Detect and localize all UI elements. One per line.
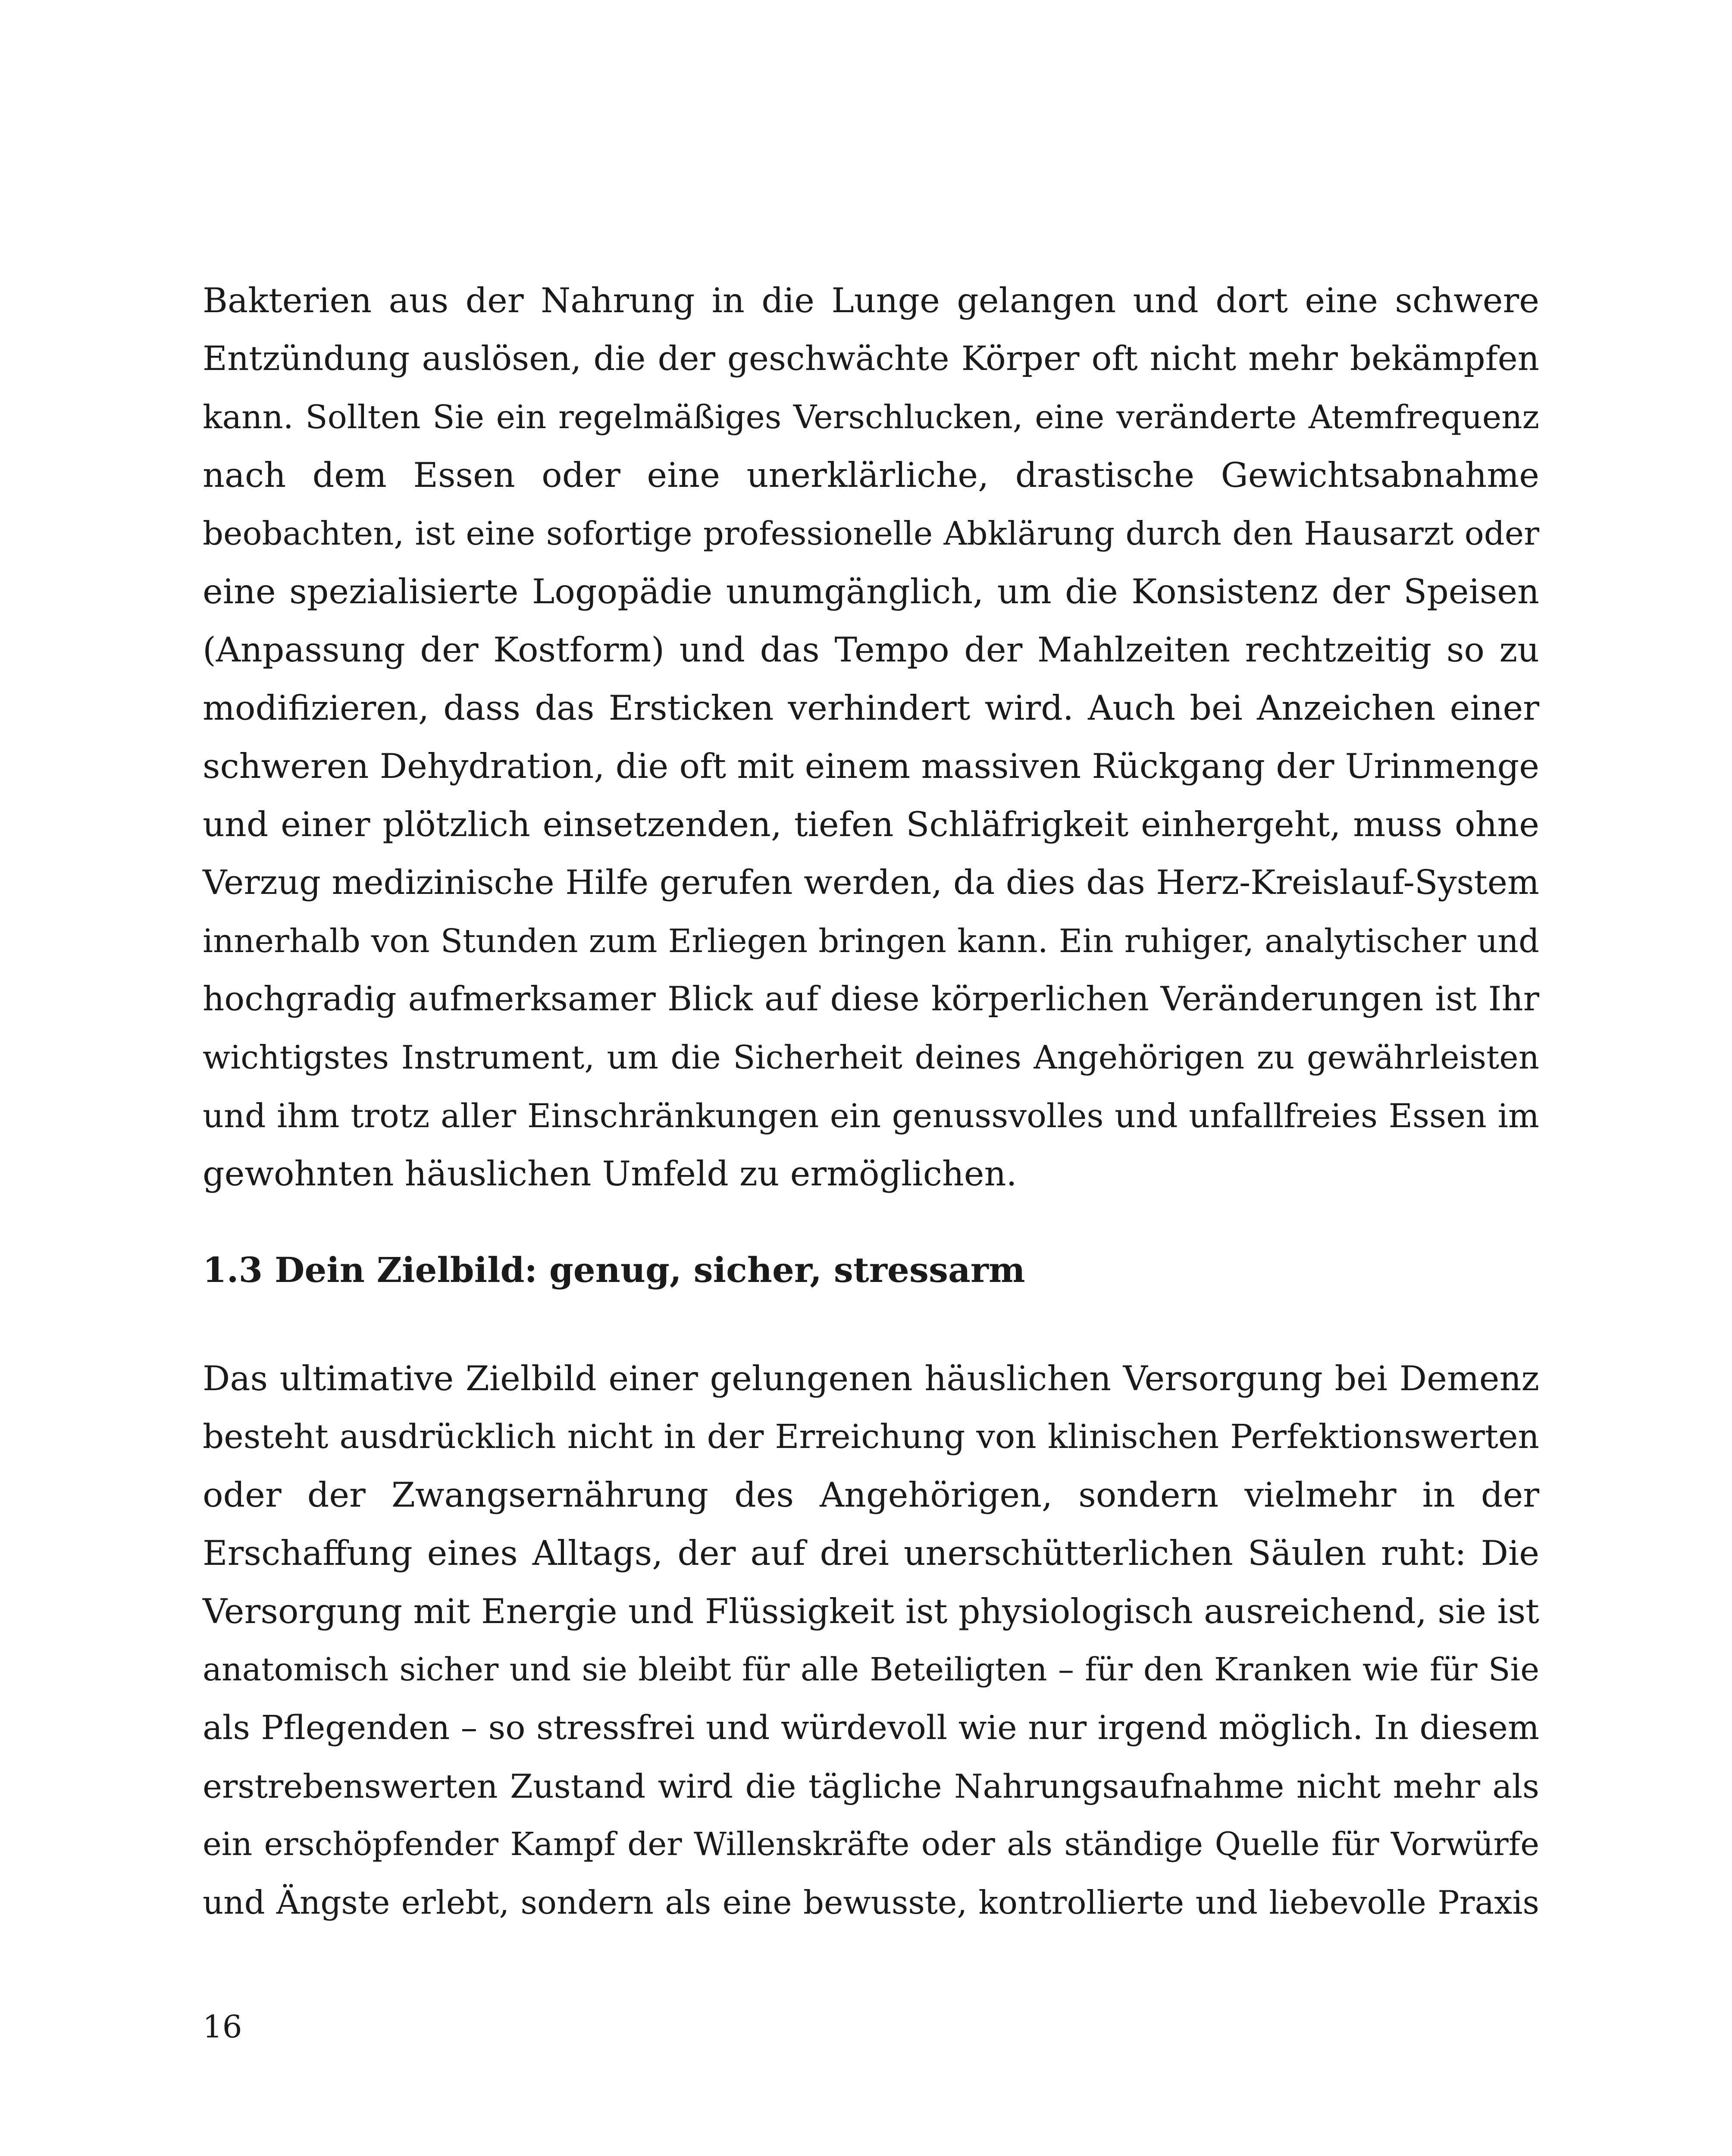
text-line: Verzug medizinische Hilfe gerufen werden, da dies das Herz-Kreislauf-System (203, 863, 1539, 902)
text-line: und Ängste erlebt, sondern als eine bewusste, kontrollierte und liebevolle Praxis (203, 1883, 1539, 1921)
text-line: Versorgung mit Energie und Flüssigkeit ist physiologisch ausreichend, sie ist (203, 1592, 1539, 1631)
text-line: erstrebenswerten Zustand wird die tägliche Nahrungsaufnahme nicht mehr als (203, 1767, 1539, 1805)
body-paragraph (203, 1350, 1539, 1932)
text-line: oder der Zwangsernährung des Angehörigen, sondern vielmehr in der (203, 1475, 1539, 1515)
text-line: schweren Dehydration, die oft mit einem massiven Rückgang der Urinmenge (203, 746, 1539, 786)
text-line: modifizieren, dass das Ersticken verhindert wird. Auch bei Anzeichen einer (203, 688, 1539, 728)
text-line: innerhalb von Stunden zum Erliegen bringen kann. Ein ruhiger, analytischer und (203, 922, 1539, 960)
section-heading: 1.3 Dein Zielbild: genug, sicher, stressarm (203, 1250, 1025, 1290)
text-line: und einer plötzlich einsetzenden, tiefen Schläfrigkeit einhergeht, muss ohne (203, 805, 1539, 844)
text-line: wichtigstes Instrument, um die Sicherheit deines Angehörigen zu gewährleisten (203, 1038, 1539, 1076)
text-line: (Anpassung der Kostform) und das Tempo der Mahlzeiten rechtzeitig so zu (203, 630, 1539, 670)
text-line: hochgradig aufmerksamer Blick auf diese körperlichen Veränderungen ist Ihr (203, 980, 1539, 1018)
body-paragraph (203, 272, 1539, 1203)
text-line: Entzündung auslösen, die der geschwächte Körper oft nicht mehr bekämpfen (203, 339, 1539, 378)
text-line: anatomisch sicher und sie bleibt für alle Beteiligten – für den Kranken wie für Sie (203, 1651, 1539, 1688)
text-line: Bakterien aus der Nahrung in die Lunge gelangen und dort eine schwere (203, 281, 1539, 320)
text-line: und ihm trotz aller Einschränkungen ein genussvolles und unfallfreies Essen im (203, 1097, 1539, 1135)
text-line: beobachten, ist eine sofortige professionelle Abklärung durch den Hausarzt oder (203, 514, 1539, 552)
text-line: als Pflegenden – so stressfrei und würdevoll wie nur irgend möglich. In diesem (203, 1709, 1539, 1747)
page-number: 16 (203, 2009, 242, 2045)
text-line: Erschaffung eines Alltags, der auf drei unerschütterlichen Säulen ruht: Die (203, 1533, 1539, 1573)
text-line: besteht ausdrücklich nicht in der Erreichung von klinischen Perfektionswerten (203, 1418, 1539, 1456)
text-line: nach dem Essen oder eine unerklärliche, drastische Gewichtsabnahme (203, 455, 1539, 495)
text-line: kann. Sollten Sie ein regelmäßiges Verschlucken, eine veränderte Atemfrequenz (203, 398, 1539, 436)
text-line: gewohnten häuslichen Umfeld zu ermöglichen. (203, 1154, 1017, 1194)
text-line: Das ultimative Zielbild einer gelungenen häuslichen Versorgung bei Demenz (203, 1359, 1539, 1398)
text-line: eine spezialisierte Logopädie unumgänglich, um die Konsistenz der Speisen (203, 572, 1539, 611)
text-line: ein erschöpfender Kampf der Willenskräfte oder als ständige Quelle für Vorwürfe (203, 1826, 1539, 1863)
